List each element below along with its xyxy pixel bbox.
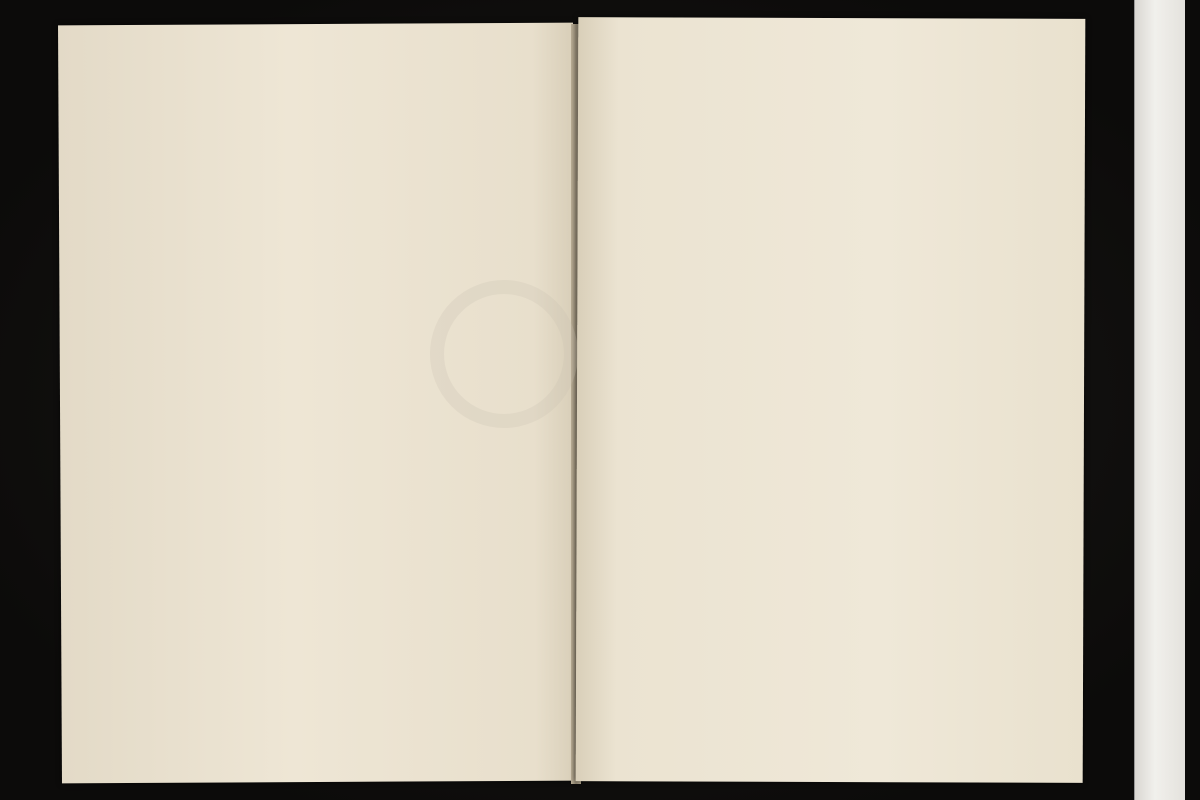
watermark-logo-icon (430, 280, 578, 428)
library-watermark (390, 280, 650, 500)
measuring-ruler (1134, 0, 1185, 800)
right-page (576, 17, 1086, 783)
